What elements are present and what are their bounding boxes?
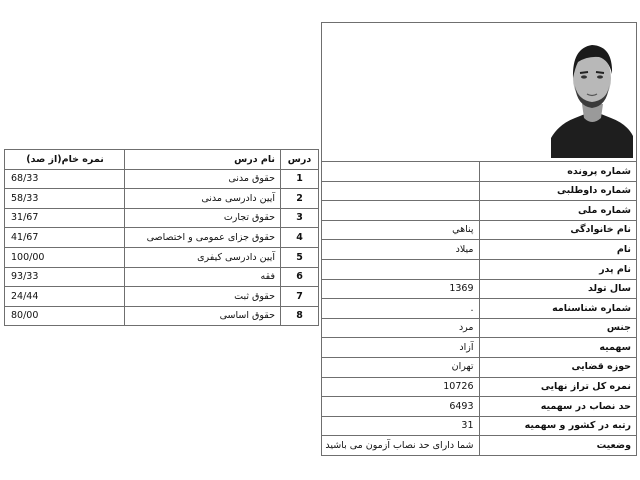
profile-label: شماره پرونده [479,162,637,182]
profile-label: وضعيت [479,436,637,456]
profile-value: مرد [322,318,480,338]
course-header-row [5,150,319,170]
course-number: 7 [281,287,319,307]
course-score: 41/67 [5,228,125,248]
course-name: حقوق جزای عمومی و اختصاصی [125,228,281,248]
profile-row [322,397,637,417]
profile-value: ميلاد [322,240,480,260]
profile-row [322,162,637,182]
course-name: آيين دادرسی کيفری [125,247,281,267]
course-number: 5 [281,247,319,267]
profile-value: 1369 [322,279,480,299]
course-name-header: نام درس [125,150,281,170]
course-name: آيين دادرسی مدنی [125,189,281,209]
profile-label: شماره شناسنامه [479,299,637,319]
course-number: 6 [281,267,319,287]
profile-row [322,201,637,221]
photo-row [322,23,637,162]
course-row [5,228,319,248]
course-number: 1 [281,169,319,189]
profile-value: آزاد [322,338,480,358]
profile-value [322,181,480,201]
course-row [5,306,319,326]
course-row [5,267,319,287]
profile-value: 31 [322,416,480,436]
profile-label: نام [479,240,637,260]
profile-row [322,259,637,279]
profile-label: رتبه در کشور و سهميه [479,416,637,436]
candidate-profile-table [321,22,637,456]
profile-label: شماره داوطلبی [479,181,637,201]
course-name: حقوق ثبت [125,287,281,307]
profile-label: حد نصاب در سهميه [479,397,637,417]
profile-value: پناهي [322,220,480,240]
course-score: 93/33 [5,267,125,287]
profile-label: سهميه [479,338,637,358]
course-score: 68/33 [5,169,125,189]
profile-label: نمره کل تراز نهایی [479,377,637,397]
course-row [5,169,319,189]
profile-row [322,279,637,299]
profile-row [322,377,637,397]
course-number: 8 [281,306,319,326]
course-row [5,208,319,228]
course-score: 24/44 [5,287,125,307]
course-number-header: درس [281,150,319,170]
profile-row [322,318,637,338]
course-row [5,247,319,267]
profile-label: حوزه قضايی [479,357,637,377]
profile-row [322,181,637,201]
profile-row [322,436,637,456]
profile-row [322,299,637,319]
raw-score-header: نمره خام(از صد) [5,150,125,170]
candidate-photo [551,26,633,158]
profile-row [322,416,637,436]
course-score: 58/33 [5,189,125,209]
portrait-image [551,26,633,158]
profile-value: 10726 [322,377,480,397]
course-score: 100/00 [5,247,125,267]
profile-row [322,338,637,358]
profile-value: . [322,299,480,319]
profile-value [322,259,480,279]
course-number: 3 [281,208,319,228]
profile-label: شماره ملی [479,201,637,221]
course-name: حقوق اساسی [125,306,281,326]
profile-label: نام خانوادگی [479,220,637,240]
course-score: 80/00 [5,306,125,326]
course-name: حقوق تجارت [125,208,281,228]
profile-label: جنس [479,318,637,338]
course-number: 2 [281,189,319,209]
profile-label: سال تولد [479,279,637,299]
profile-value: تهران [322,357,480,377]
profile-value: 6493 [322,397,480,417]
course-name: فقه [125,267,281,287]
course-row [5,287,319,307]
profile-row [322,220,637,240]
course-scores-table [4,149,319,326]
profile-row [322,240,637,260]
profile-label: نام پدر [479,259,637,279]
photo-cell [322,23,637,162]
course-score: 31/67 [5,208,125,228]
course-number: 4 [281,228,319,248]
profile-value [322,201,480,221]
profile-value [322,162,480,182]
course-row [5,189,319,209]
profile-row [322,357,637,377]
course-name: حقوق مدنی [125,169,281,189]
status-value: شما دارای حد نصاب آزمون می باشيد [322,436,480,456]
